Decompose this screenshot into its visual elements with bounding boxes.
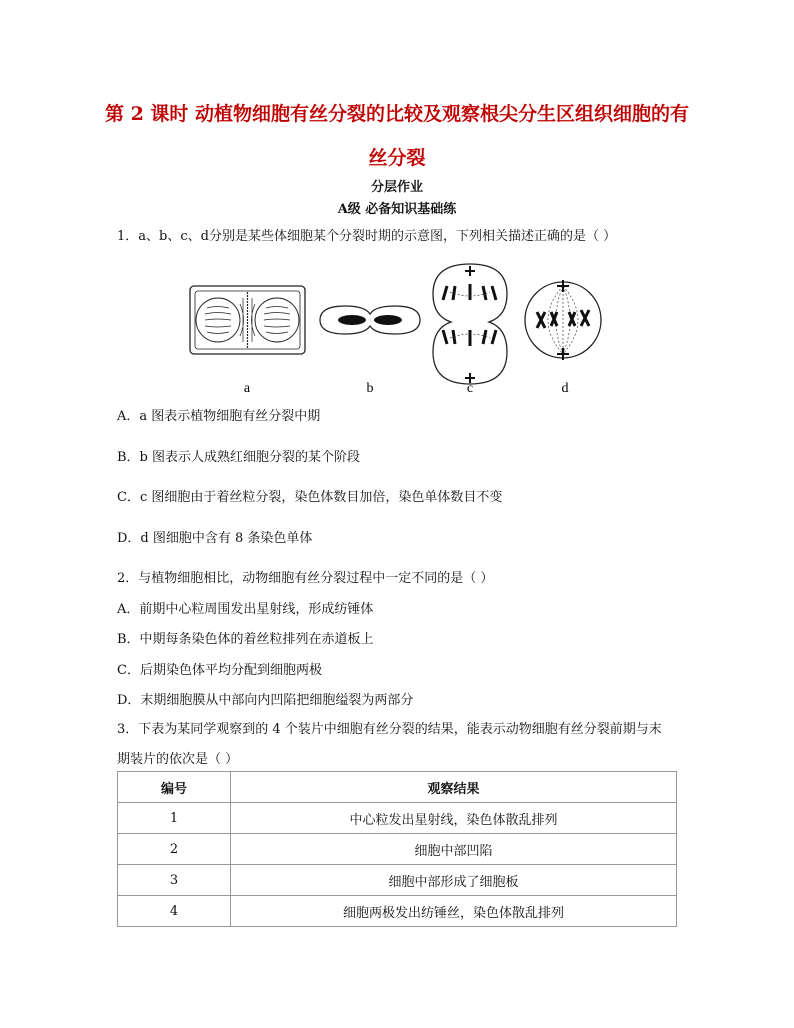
q2-option-d: D．末期细胞膜从中部向内凹陷把细胞缢裂为两部分 bbox=[117, 693, 414, 708]
question-3-stem-line-1: 3．下表为某同学观察到的 4 个装片中细胞有丝分裂的结果，能表示动物细胞有丝分裂前期与末 bbox=[117, 722, 662, 737]
q2-option-a: A．前期中心粒周围发出星射线，形成纺锤体 bbox=[117, 602, 374, 617]
table-header-row bbox=[118, 772, 677, 803]
q1-option-d: D．d 图细胞中含有 8 条染色单体 bbox=[117, 531, 313, 546]
question-1-stem: 1．a、b、c、d分别是某些体细胞某个分裂时期的示意图，下列相关描述正确的是（ ） bbox=[117, 229, 617, 244]
section-heading: 分层作业 bbox=[370, 180, 423, 195]
table-cell-result: 中心粒发出星射线，染色体散乱排列 bbox=[231, 803, 677, 834]
observation-table bbox=[117, 771, 677, 927]
q1-option-a: A．a 图表示植物细胞有丝分裂中期 bbox=[117, 409, 321, 424]
question-3-stem-line-2: 期装片的依次是（ ） bbox=[117, 752, 239, 767]
figure-label-c: c bbox=[466, 381, 474, 396]
figure-label-a: a bbox=[243, 381, 251, 396]
figure-label-d: d bbox=[561, 381, 569, 396]
table-header-result: 观察结果 bbox=[231, 772, 677, 803]
lesson-title-line-1: 第 2 课时 动植物细胞有丝分裂的比较及观察根尖分生区组织细胞的有 bbox=[104, 103, 690, 125]
level-heading: A级 必备知识基础练 bbox=[337, 202, 457, 217]
q1-option-c: C．c 图细胞由于着丝粒分裂，染色体数目加倍，染色单体数目不变 bbox=[117, 490, 503, 505]
table-cell-number: 2 bbox=[118, 834, 231, 865]
table-cell-number: 3 bbox=[118, 865, 231, 896]
table-row bbox=[118, 834, 677, 865]
table-cell-result: 细胞中部凹陷 bbox=[231, 834, 677, 865]
table-row bbox=[118, 896, 677, 927]
figure-label-b: b bbox=[366, 381, 374, 396]
lesson-title-line-2: 丝分裂 bbox=[368, 147, 426, 169]
table-cell-result: 细胞中部形成了细胞板 bbox=[231, 865, 677, 896]
q2-option-b: B．中期每条染色体的着丝粒排列在赤道板上 bbox=[117, 632, 374, 647]
q2-option-c: C．后期染色体平均分配到细胞两极 bbox=[117, 663, 322, 678]
question-2-stem: 2．与植物细胞相比，动物细胞有丝分裂过程中一定不同的是（ ） bbox=[117, 571, 494, 586]
diagram-b bbox=[320, 306, 420, 334]
table-cell-result: 细胞两极发出纺锤丝，染色体散乱排列 bbox=[231, 896, 677, 927]
q1-option-b: B．b 图表示人成熟红细胞分裂的某个阶段 bbox=[117, 450, 361, 465]
table-row bbox=[118, 803, 677, 834]
cell-division-figure bbox=[185, 256, 605, 398]
diagram-d bbox=[525, 280, 601, 360]
table-header-number: 编号 bbox=[118, 772, 231, 803]
diagram-c bbox=[433, 264, 507, 384]
table-cell-number: 4 bbox=[118, 896, 231, 927]
table-row bbox=[118, 865, 677, 896]
diagram-a bbox=[190, 286, 305, 354]
lesson-title bbox=[100, 92, 694, 180]
table-cell-number: 1 bbox=[118, 803, 231, 834]
